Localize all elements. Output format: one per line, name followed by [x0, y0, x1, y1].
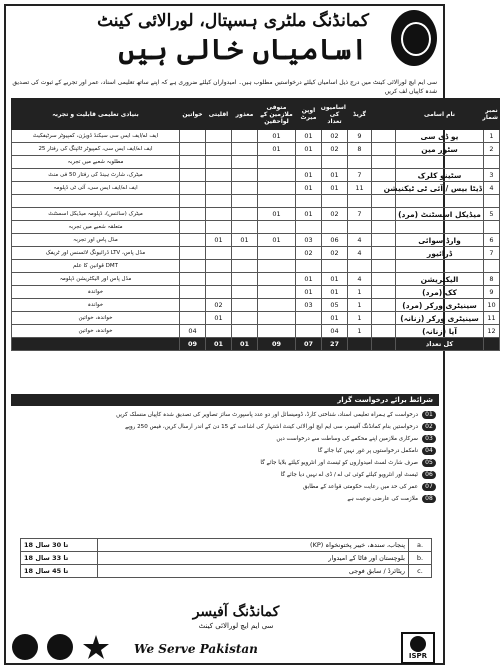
cell-dis [232, 130, 258, 143]
cell-open: 01 [296, 273, 322, 286]
signature-subtitle: سی ایم ایچ لورالائی کینٹ [198, 622, 274, 630]
cell-qual [12, 195, 180, 208]
cell-post: کک (مرد) [396, 286, 484, 299]
condition-item [14, 470, 436, 480]
cell-dis [232, 312, 258, 325]
table-row [12, 286, 500, 299]
cell-total: 04 [322, 325, 348, 338]
cell-min [206, 286, 232, 299]
total-row [12, 338, 500, 351]
cell-grade: 9 [348, 130, 372, 143]
cell-extra [372, 286, 396, 299]
table-row [12, 130, 500, 143]
cell-fem: 04 [180, 325, 206, 338]
cell-dec [258, 247, 296, 260]
cell-min [206, 169, 232, 182]
cell-total: 01 [322, 312, 348, 325]
cell-grade: 1 [348, 312, 372, 325]
age-letter: b. [409, 552, 432, 565]
col-serial: نمبر شمار [484, 99, 500, 130]
cell-dec: 01 [258, 130, 296, 143]
age-row [21, 552, 432, 565]
col-open-merit: اوپن میرٹ [296, 99, 322, 130]
cell-qual: میٹرک، شارٹ ہینڈ کی رفتار 50 فی منٹ [12, 169, 180, 182]
cell-grade [348, 260, 372, 273]
cell-dec [258, 169, 296, 182]
table-row [12, 182, 500, 195]
cell-post: سٹینو کلرک [396, 169, 484, 182]
age-letter: a. [409, 539, 432, 552]
cell-grade: 4 [348, 234, 372, 247]
cell-fem [180, 143, 206, 156]
age-limit-table [20, 538, 432, 578]
cell-grade: 1 [348, 299, 372, 312]
cell-fem [180, 182, 206, 195]
table-header [12, 99, 500, 130]
col-qualification: بنیادی تعلیمی قابلیت و تجربہ [12, 99, 180, 130]
cell-grade: 1 [348, 286, 372, 299]
cell-dec: 01 [258, 234, 296, 247]
cell-qual: مڈل پاس، LTV ڈرائیونگ لائسنس اور ٹریفک [12, 247, 180, 260]
cell-dec [258, 195, 296, 208]
cell-dis: 01 [232, 234, 258, 247]
condition-text: درخواستیں بنام کمانڈنگ آفیسر، سی ایم ایچ لورالائی کینٹ اشتہار کی اشاعت کے 15 دن کے اندر ارسال کریں، فیس 250 روپے [125, 424, 418, 430]
cell-dec [258, 221, 296, 234]
cell-dec [258, 325, 296, 338]
cell-open: 01 [296, 182, 322, 195]
cell-post: یو ڈی سی [396, 130, 484, 143]
cell-grade: 4 [348, 247, 372, 260]
cell-grade [348, 195, 372, 208]
army-medical-emblem-icon [391, 10, 437, 66]
cell-post: سینیٹری ورکر (زنانہ) [396, 312, 484, 325]
logo-group [12, 634, 132, 664]
cell-total: 01 [322, 182, 348, 195]
cell-open: 01 [296, 286, 322, 299]
cell-dis [232, 247, 258, 260]
cell-qual: ایف اے/ایف ایس سی سیکنڈ ڈویژن، کمپیوٹر سرٹیفکیٹ [12, 130, 180, 143]
total-fem: 09 [180, 338, 206, 351]
cell-post [396, 221, 484, 234]
cell-no: 2 [484, 143, 500, 156]
cell-extra [372, 195, 396, 208]
total-total: 27 [322, 338, 348, 351]
cell-dec [258, 286, 296, 299]
cell-dec [258, 156, 296, 169]
cell-total: 01 [322, 286, 348, 299]
age-category: پنجاب، سندھ، خیبر پختونخواہ (KP) [98, 539, 409, 552]
table-row [12, 169, 500, 182]
cell-no: 7 [484, 247, 500, 260]
cell-open [296, 325, 322, 338]
cell-open [296, 260, 322, 273]
col-disabled: معذور [232, 99, 258, 130]
cell-dis [232, 208, 258, 221]
cell-total [322, 221, 348, 234]
condition-item [14, 458, 436, 468]
signature-title: کمانڈنگ آفیسر [192, 604, 280, 620]
cell-dis [232, 221, 258, 234]
cell-qual: ایف اے/ایف ایس سی، آئی ٹی ڈپلومہ [12, 182, 180, 195]
ispr-emblem-icon [410, 636, 426, 652]
cell-no: 6 [484, 234, 500, 247]
cell-total: 01 [322, 273, 348, 286]
condition-text: درخواست کے ہمراہ تعلیمی اسناد، شناختی کارڈ، ڈومیسائل اور دو عدد پاسپورٹ سائز تصاویر کی تصدیق شدہ کاپیاں منسلک کریں [116, 412, 418, 418]
ispr-logo [401, 632, 435, 664]
navy-logo-icon [47, 634, 73, 660]
cell-qual: خواندہ، خواتین [12, 312, 180, 325]
cell-qual: مڈل پاس اور الیکٹریشن ڈپلومہ [12, 273, 180, 286]
cell-post: وارڈ سوائی [396, 234, 484, 247]
cell-post [396, 195, 484, 208]
vacancy-table [11, 98, 500, 351]
cell-extra [372, 130, 396, 143]
table-row [12, 273, 500, 286]
age-row [21, 539, 432, 552]
age-letter: c. [409, 565, 432, 578]
cell-no: 10 [484, 299, 500, 312]
cell-min [206, 325, 232, 338]
header [6, 6, 443, 76]
condition-text: ملازمت کی عارضی نوعیت ہے [347, 496, 418, 502]
cell-total: 02 [322, 143, 348, 156]
condition-text: عمر کی حد میں رعایت حکومتی قواعد کے مطابق [303, 484, 418, 490]
cell-extra [372, 325, 396, 338]
cell-open: 03 [296, 234, 322, 247]
cell-fem [180, 247, 206, 260]
cell-total: 02 [322, 208, 348, 221]
cell-total: 06 [322, 234, 348, 247]
cell-qual: متعلقہ شعبے میں تجربہ [12, 221, 180, 234]
cell-extra [372, 247, 396, 260]
age-range: 18 تا 45 سال [21, 565, 98, 578]
cell-dis [232, 195, 258, 208]
cell-fem [180, 299, 206, 312]
cell-min [206, 260, 232, 273]
total-empty [12, 338, 180, 351]
cell-post [396, 156, 484, 169]
cell-qual: خواندہ [12, 299, 180, 312]
ispr-label: ISPR [408, 652, 428, 660]
army-logo-icon [12, 634, 38, 660]
cell-dec: 01 [258, 143, 296, 156]
cell-extra [372, 260, 396, 273]
table-row [12, 195, 500, 208]
condition-number: 05 [422, 459, 436, 467]
cell-total: 01 [322, 169, 348, 182]
cell-fem [180, 130, 206, 143]
cell-total: 02 [322, 247, 348, 260]
cell-open [296, 312, 322, 325]
total-dec: 09 [258, 338, 296, 351]
condition-item [14, 482, 436, 492]
cell-min: 02 [206, 299, 232, 312]
cell-no: 3 [484, 169, 500, 182]
cell-fem [180, 234, 206, 247]
cell-dec [258, 182, 296, 195]
cell-min [206, 156, 232, 169]
cell-open [296, 156, 322, 169]
cell-open [296, 195, 322, 208]
cell-open: 02 [296, 247, 322, 260]
cell-post: آیا (زنانہ) [396, 325, 484, 338]
col-minority: اقلیتی [206, 99, 232, 130]
total-empty [484, 338, 500, 351]
cell-extra [372, 156, 396, 169]
condition-number: 03 [422, 435, 436, 443]
condition-text: ٹیسٹ اور انٹرویو کیلئے کوئی ٹی اے / ڈی اے نہیں دیا جائے گا [280, 472, 418, 478]
cell-total [322, 156, 348, 169]
col-deceased: متوفی ملازمین کے لواحقین [258, 99, 296, 130]
cell-total: 02 [322, 130, 348, 143]
cell-dis [232, 156, 258, 169]
cell-no: 12 [484, 325, 500, 338]
cell-no: 1 [484, 130, 500, 143]
table-row [12, 208, 500, 221]
cell-min [206, 182, 232, 195]
cell-qual: DMT قوانین کا علم [12, 260, 180, 273]
cell-post: الیکٹریشن [396, 273, 484, 286]
age-category: بلوچستان اور فاٹا کے امیدوار [98, 552, 409, 565]
cell-dis [232, 169, 258, 182]
cell-open [296, 221, 322, 234]
cell-dis [232, 299, 258, 312]
cell-qual: مطلوبہ شعبے میں تجربہ [12, 156, 180, 169]
condition-item [14, 434, 436, 444]
cell-grade: 11 [348, 182, 372, 195]
cell-grade: 4 [348, 273, 372, 286]
condition-item [14, 446, 436, 456]
cell-fem [180, 286, 206, 299]
condition-text: سرکاری ملازمین اپنے محکمے کی وساطت سے درخواست دیں [276, 436, 418, 442]
cell-extra [372, 273, 396, 286]
motto-text: We Serve Pakistan [134, 642, 258, 656]
cell-min [206, 208, 232, 221]
total-empty [372, 338, 396, 351]
total-label: کل تعداد [396, 338, 484, 351]
cell-post: سٹور مین [396, 143, 484, 156]
cell-open: 01 [296, 208, 322, 221]
cell-no: 5 [484, 208, 500, 221]
cell-qual: ایف اے/ایف ایس سی، کمپیوٹر ٹائپنگ کی رفتار 25 [12, 143, 180, 156]
condition-number: 06 [422, 471, 436, 479]
cell-dec: 01 [258, 208, 296, 221]
col-extra [372, 99, 396, 130]
condition-text: صرف شارٹ لسٹ امیدواروں کو ٹیسٹ اور انٹرویو کیلئے بلایا جائے گا [260, 460, 418, 466]
cell-extra [372, 234, 396, 247]
cell-min [206, 130, 232, 143]
col-grade: گریڈ [348, 99, 372, 130]
condition-number: 01 [422, 411, 436, 419]
cell-no [484, 221, 500, 234]
condition-item [14, 410, 436, 420]
cell-extra [372, 221, 396, 234]
table-row [12, 247, 500, 260]
condition-number: 02 [422, 423, 436, 431]
conditions-list [14, 410, 436, 522]
cell-dis [232, 143, 258, 156]
table-row [12, 221, 500, 234]
vacancies-title: اسامیاں خالی ہیں [118, 33, 368, 66]
table-row [12, 156, 500, 169]
cell-dis [232, 273, 258, 286]
cell-dis [232, 182, 258, 195]
cell-grade: 8 [348, 143, 372, 156]
cell-open: 03 [296, 299, 322, 312]
cell-fem [180, 312, 206, 325]
cell-post: میڈیکل اسسٹنٹ (مرد) [396, 208, 484, 221]
cell-qual: مڈل پاس اور تجربہ [12, 234, 180, 247]
airforce-logo-icon [82, 634, 110, 660]
cell-grade: 7 [348, 169, 372, 182]
cell-extra [372, 143, 396, 156]
col-post: نام اسامی [396, 99, 484, 130]
condition-item [14, 494, 436, 504]
cell-dec [258, 260, 296, 273]
condition-number: 08 [422, 495, 436, 503]
condition-number: 04 [422, 447, 436, 455]
table-row [12, 143, 500, 156]
cell-dis [232, 325, 258, 338]
cell-no: 8 [484, 273, 500, 286]
cell-total: 05 [322, 299, 348, 312]
cell-no: 9 [484, 286, 500, 299]
total-empty [348, 338, 372, 351]
cell-fem [180, 169, 206, 182]
col-total: اسامیوں کی تعداد [322, 99, 348, 130]
cell-extra [372, 299, 396, 312]
cell-fem [180, 221, 206, 234]
cell-total [322, 195, 348, 208]
cell-min [206, 247, 232, 260]
cell-extra [372, 208, 396, 221]
cell-min [206, 143, 232, 156]
cell-post: سینیٹری ورکر (مرد) [396, 299, 484, 312]
total-open: 07 [296, 338, 322, 351]
age-category: ریٹائرڈ / سابق فوجی [98, 565, 409, 578]
cell-no: 11 [484, 312, 500, 325]
age-range: 18 تا 30 سال [21, 539, 98, 552]
hospital-title: کمانڈنگ ملٹری ہسپتال، لورالائی کینٹ [97, 11, 369, 31]
cell-fem [180, 195, 206, 208]
cell-min [206, 273, 232, 286]
cell-total [322, 260, 348, 273]
table-row [12, 234, 500, 247]
cell-post: ڈرائیور [396, 247, 484, 260]
total-dis: 01 [232, 338, 258, 351]
cell-open: 01 [296, 169, 322, 182]
condition-number: 07 [422, 483, 436, 491]
condition-item [14, 422, 436, 432]
cell-extra [372, 169, 396, 182]
cell-qual: میٹرک (سائنس)، ڈپلومہ میڈیکل اسسٹنٹ [12, 208, 180, 221]
cell-min: 01 [206, 234, 232, 247]
cell-no: 4 [484, 182, 500, 195]
cell-dec [258, 299, 296, 312]
cell-extra [372, 312, 396, 325]
table-row [12, 299, 500, 312]
cell-grade: 1 [348, 325, 372, 338]
intro-text: سی ایم ایچ لورالائی کینٹ میں درج ذیل اسامیاں کیلئے درخواستیں مطلوب ہیں۔ امیدواران کیلئے ضروری ہے کہ اپنے ساتھ تعلیمی اسناد، عمر اور تجربے کے ثبوت کی تصدیق شدہ کاپیاں لف کریں [12, 79, 437, 95]
condition-text: نامکمل درخواستوں پر غور نہیں کیا جائے گا [317, 448, 418, 454]
table-row [12, 325, 500, 338]
cell-fem [180, 156, 206, 169]
conditions-heading: شرائط برائے درخواست گزار [11, 394, 439, 406]
cell-fem [180, 260, 206, 273]
table-row [12, 260, 500, 273]
cell-grade: 7 [348, 208, 372, 221]
total-min: 01 [206, 338, 232, 351]
cell-no [484, 156, 500, 169]
cell-post [396, 260, 484, 273]
cell-qual: خواندہ [12, 286, 180, 299]
cell-dec [258, 312, 296, 325]
cell-qual: خواندہ، خواتین [12, 325, 180, 338]
age-range: 18 تا 33 سال [21, 552, 98, 565]
advertisement-page [4, 4, 498, 665]
cell-dis [232, 260, 258, 273]
cell-open: 01 [296, 130, 322, 143]
cell-fem [180, 273, 206, 286]
cell-min [206, 221, 232, 234]
cell-no [484, 260, 500, 273]
cell-post: ڈیٹا بیس / آئی ٹی ٹیکنیشن [383, 183, 482, 193]
cell-dis [232, 286, 258, 299]
cell-open: 01 [296, 143, 322, 156]
cell-no [484, 195, 500, 208]
age-row [21, 565, 432, 578]
cell-dec [258, 273, 296, 286]
table-row [12, 312, 500, 325]
cell-grade [348, 156, 372, 169]
cell-grade [348, 221, 372, 234]
col-female: خواتین [180, 99, 206, 130]
cell-min [206, 195, 232, 208]
cell-fem [180, 208, 206, 221]
cell-min: 01 [206, 312, 232, 325]
